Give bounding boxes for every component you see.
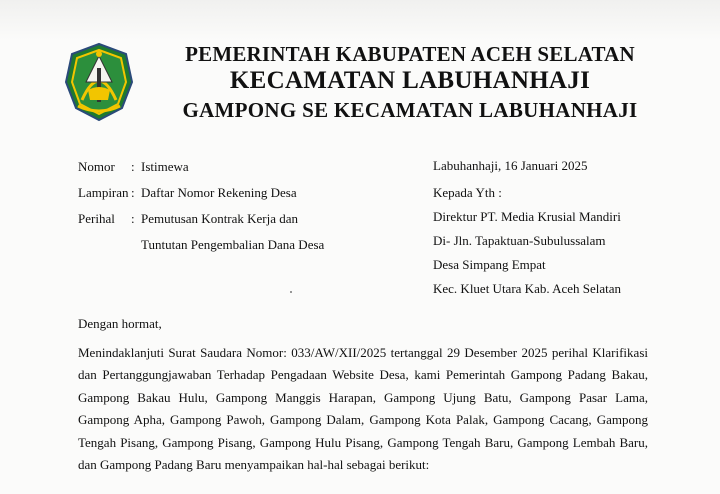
lampiran-value: Daftar Nomor Rekening Desa — [141, 185, 297, 200]
recipient-line-4: Kec. Kluet Utara Kab. Aceh Selatan — [433, 281, 622, 296]
coat-of-arms-icon — [64, 42, 134, 122]
salutation: Dengan hormat, — [78, 316, 162, 331]
government-title: PEMERINTAH KABUPATEN ACEH SELATAN — [185, 42, 635, 66]
district-title: KECAMATAN LABUHANHAJI — [229, 67, 591, 94]
recipient-block — [433, 154, 703, 301]
bleed-through-shadow — [0, 0, 720, 40]
village-title: GAMPONG SE KECAMATAN LABUHANHAJI — [182, 98, 638, 122]
speck — [290, 291, 292, 293]
body-line: Gampong Bakau Hulu, Gampong Manggis Harapan, Gampong Ujung Batu, Gampong Pasar Lama, — [78, 389, 648, 405]
separator: : — [131, 185, 135, 200]
body-line: dan Gampong Padang Baru menyampaikan hal-hal sebagai berikut: — [78, 456, 430, 472]
perihal-value-line2: Tuntutan Pengembalian Dana Desa — [141, 237, 325, 252]
body-line: Gampong Apha, Gampong Pawoh, Gampong Dalam, Gampong Kota Palak, Gampong Cacang, Gampong — [78, 412, 648, 428]
recipient-line-3: Desa Simpang Empat — [433, 257, 546, 272]
lampiran-label: Lampiran — [78, 185, 129, 200]
recipient-line-2: Di- Jln. Tapaktuan-Subulussalam — [433, 233, 606, 248]
nomor-label: Nomor — [78, 159, 115, 174]
letterhead — [150, 42, 670, 124]
letter-meta — [78, 154, 408, 258]
perihal-row — [78, 206, 408, 232]
letter-date: Labuhanhaji, 16 Januari 2025 — [433, 158, 588, 173]
separator: : — [131, 159, 135, 174]
lampiran-row — [78, 180, 408, 206]
body-line: Menindaklanjuti Surat Saudara Nomor: 033/AW/XII/2025 tertanggal 29 Desember 2025 perihal Klarifikasi — [78, 345, 648, 360]
perihal-value-line1: Pemutusan Kontrak Kerja dan — [141, 211, 299, 226]
body-line: dan Pertanggungjawaban Terhadap Pengadaan Website Desa, kami Pemerintah Gampong Padang Bakau, — [78, 367, 648, 383]
body-paragraph — [78, 342, 648, 476]
perihal-label: Perihal — [78, 211, 115, 226]
body-line: Tengah Pisang, Gampong Pisang, Gampong Hulu Pisang, Gampong Tengah Baru, Gampong Lembah Baru, — [78, 434, 648, 450]
separator: : — [131, 211, 135, 226]
nomor-value: Istimewa — [141, 159, 189, 174]
recipient-line-1: Direktur PT. Media Krusial Mandiri — [433, 209, 621, 224]
perihal-row-continued — [78, 232, 408, 258]
kepada-label: Kepada Yth : — [433, 185, 502, 200]
nomor-row — [78, 154, 408, 180]
